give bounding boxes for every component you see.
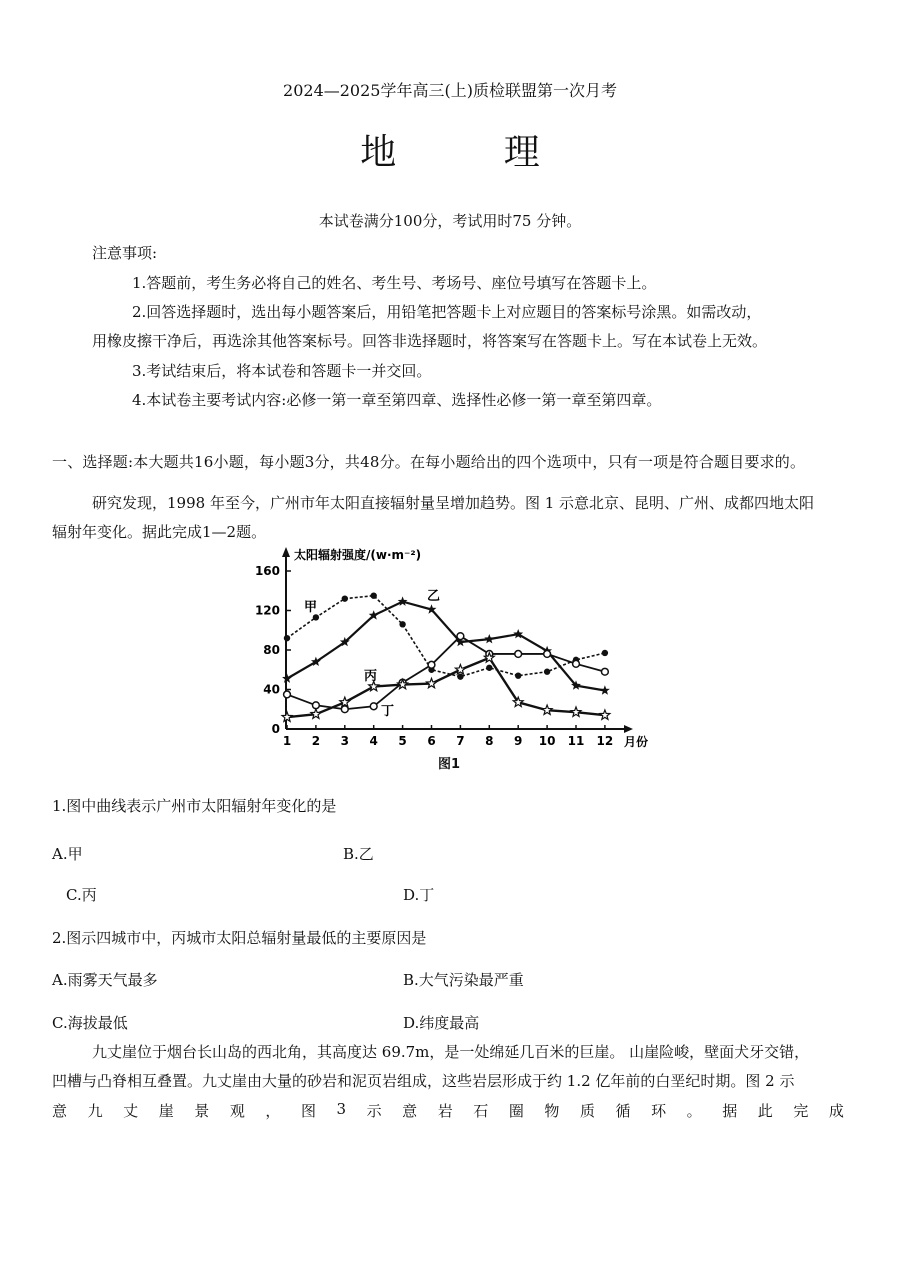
passage-line: 辐射年变化。据此完成1—2题。 — [52, 523, 267, 541]
series-label-丁: 丁 — [381, 704, 395, 719]
y-tick-label: 0 — [271, 722, 280, 736]
data-point — [602, 668, 609, 675]
y-axis-label: 太阳辐射强度/(w·m⁻²) — [294, 548, 422, 562]
series-label-丙: 丙 — [364, 669, 378, 684]
notice-item: 4.本试卷主要考试内容:必修一第一章至第四章、选择性必修一第一章至第四章。 — [132, 391, 662, 409]
data-point — [600, 685, 610, 694]
option-d[interactable]: D.丁 — [403, 886, 435, 904]
question-stem: 2.图示四城市中，丙城市太阳总辐射量最低的主要原因是 — [52, 929, 427, 947]
solar-radiation-chart — [240, 545, 660, 773]
series-label-乙: 乙 — [427, 589, 441, 604]
passage-char: 循 — [615, 1102, 631, 1120]
y-tick-label: 40 — [263, 682, 280, 697]
figure-caption: 图1 — [438, 757, 461, 772]
data-point — [399, 621, 405, 627]
passage-char: 物 — [544, 1102, 560, 1120]
x-tick-label: 11 — [567, 734, 585, 748]
x-tick-label: 10 — [538, 734, 556, 748]
data-point — [457, 673, 463, 679]
x-tick-label: 4 — [369, 734, 378, 748]
y-axis-arrow — [282, 547, 290, 557]
data-point — [342, 595, 348, 601]
option-b[interactable]: B.大气污染最严重 — [403, 971, 524, 989]
option-c[interactable]: C.海拔最低 — [52, 1014, 128, 1032]
passage-char: 。 — [686, 1102, 702, 1120]
data-point — [282, 712, 292, 721]
passage-char: 3 — [336, 1100, 347, 1118]
notice-item: 用橡皮擦干净后，再选涂其他答案标号。回答非选择题时，将答案写在答题卡上。写在本试卷上无效。 — [92, 332, 768, 350]
passage-char: 环 — [651, 1102, 667, 1120]
x-axis-label: 月份 — [624, 735, 649, 749]
data-point — [340, 697, 350, 706]
passage-char: 成 — [828, 1102, 844, 1120]
data-point — [284, 691, 291, 698]
data-point — [600, 710, 610, 719]
passage-line: 研究发现，1998 年至今，广州市年太阳直接辐射量呈增加趋势。图 1 示意北京、昆明、广州、成都四地太阳 — [92, 494, 815, 512]
data-point — [544, 651, 551, 658]
question-stem: 1.图中曲线表示广州市太阳辐射年变化的是 — [52, 797, 337, 815]
y-tick-label: 160 — [254, 564, 280, 578]
passage-char: 观 — [229, 1102, 245, 1120]
x-tick-label: 8 — [485, 734, 494, 748]
data-point — [602, 650, 608, 656]
x-tick-label: 5 — [398, 734, 407, 748]
passage-char: 意 — [52, 1102, 68, 1120]
exam-header: 2024—2025学年高三(上)质检联盟第一次月考 — [283, 81, 617, 100]
data-point — [311, 709, 321, 718]
passage-line-justified — [52, 1100, 844, 1121]
passage-char: 此 — [757, 1102, 773, 1120]
x-tick-label: 6 — [427, 734, 436, 748]
data-point — [515, 672, 521, 678]
exam-info: 本试卷满分100分，考试用时75 分钟。 — [318, 212, 582, 230]
data-point — [371, 592, 377, 598]
subject-title: 地 理 — [360, 132, 588, 173]
option-d[interactable]: D.纬度最高 — [403, 1014, 480, 1032]
series-line-丙 — [287, 636, 605, 709]
option-a[interactable]: A.雨雾天气最多 — [52, 971, 158, 989]
data-point — [571, 707, 581, 716]
data-point — [341, 706, 348, 713]
data-point — [515, 651, 522, 658]
x-tick-label: 9 — [514, 734, 523, 748]
passage-line: 九丈崖位于烟台长山岛的西北角，其高度达 69.7m，是一处绵延几百米的巨崖。 山崖险峻，壁面犬牙交错， — [92, 1043, 810, 1061]
data-point — [457, 633, 464, 640]
x-tick-label: 2 — [311, 734, 321, 748]
data-point — [542, 705, 552, 714]
notice-item: 3.考试结束后，将本试卷和答题卡一并交回。 — [132, 362, 432, 380]
passage-char: 据 — [722, 1102, 738, 1120]
passage-char: 岩 — [437, 1102, 453, 1120]
data-point — [313, 614, 319, 620]
data-point — [284, 635, 290, 641]
section-heading: 一、选择题:本大题共16小题，每小题3分，共48分。在每小题给出的四个选项中，只有一项是符合题目要求的。 — [52, 453, 806, 471]
notice-item: 2.回答选择题时，选出每小题答案后，用铅笔把答题卡上对应题目的答案标号涂黑。如需改动， — [132, 303, 762, 321]
passage-char: 石 — [473, 1102, 489, 1120]
passage-char: 完 — [793, 1102, 809, 1120]
data-point — [427, 678, 437, 687]
passage-char: 示 — [366, 1102, 382, 1120]
notice-heading: 注意事项: — [92, 244, 158, 262]
passage-char: 质 — [579, 1102, 595, 1120]
y-tick-label: 80 — [263, 643, 280, 657]
x-tick-label: 7 — [456, 734, 465, 748]
series-label-甲: 甲 — [304, 600, 318, 615]
option-b[interactable]: B.乙 — [343, 845, 374, 863]
passage-char: 图 — [300, 1102, 316, 1120]
data-point — [486, 665, 492, 671]
x-tick-label: 1 — [282, 734, 292, 748]
passage-char: 九 — [87, 1102, 103, 1120]
option-c[interactable]: C.丙 — [66, 886, 97, 904]
data-point — [428, 661, 435, 668]
passage-char: 景 — [194, 1102, 210, 1120]
data-point — [484, 634, 494, 643]
passage-char: 崖 — [158, 1102, 174, 1120]
x-tick-label: 3 — [340, 734, 349, 748]
data-point — [544, 669, 550, 675]
passage-char: 圈 — [508, 1102, 524, 1120]
passage-char: ， — [265, 1102, 281, 1120]
passage-char: 丈 — [123, 1102, 139, 1120]
passage-line: 凹槽与凸脊相互叠置。九丈崖由大量的砂岩和泥页岩组成，这些岩层形成于约 1.2 亿年前的白垩纪时期。图 2 示 — [52, 1072, 795, 1090]
x-axis-arrow — [624, 725, 633, 733]
data-point — [370, 703, 377, 710]
data-point — [573, 660, 580, 667]
passage-char: 意 — [402, 1102, 418, 1120]
option-a[interactable]: A.甲 — [52, 845, 83, 863]
y-tick-label: 120 — [254, 603, 280, 618]
x-tick-label: 12 — [596, 734, 614, 748]
notice-item: 1.答题前，考生务必将自己的姓名、考生号、考场号、座位号填写在答题卡上。 — [132, 274, 657, 292]
